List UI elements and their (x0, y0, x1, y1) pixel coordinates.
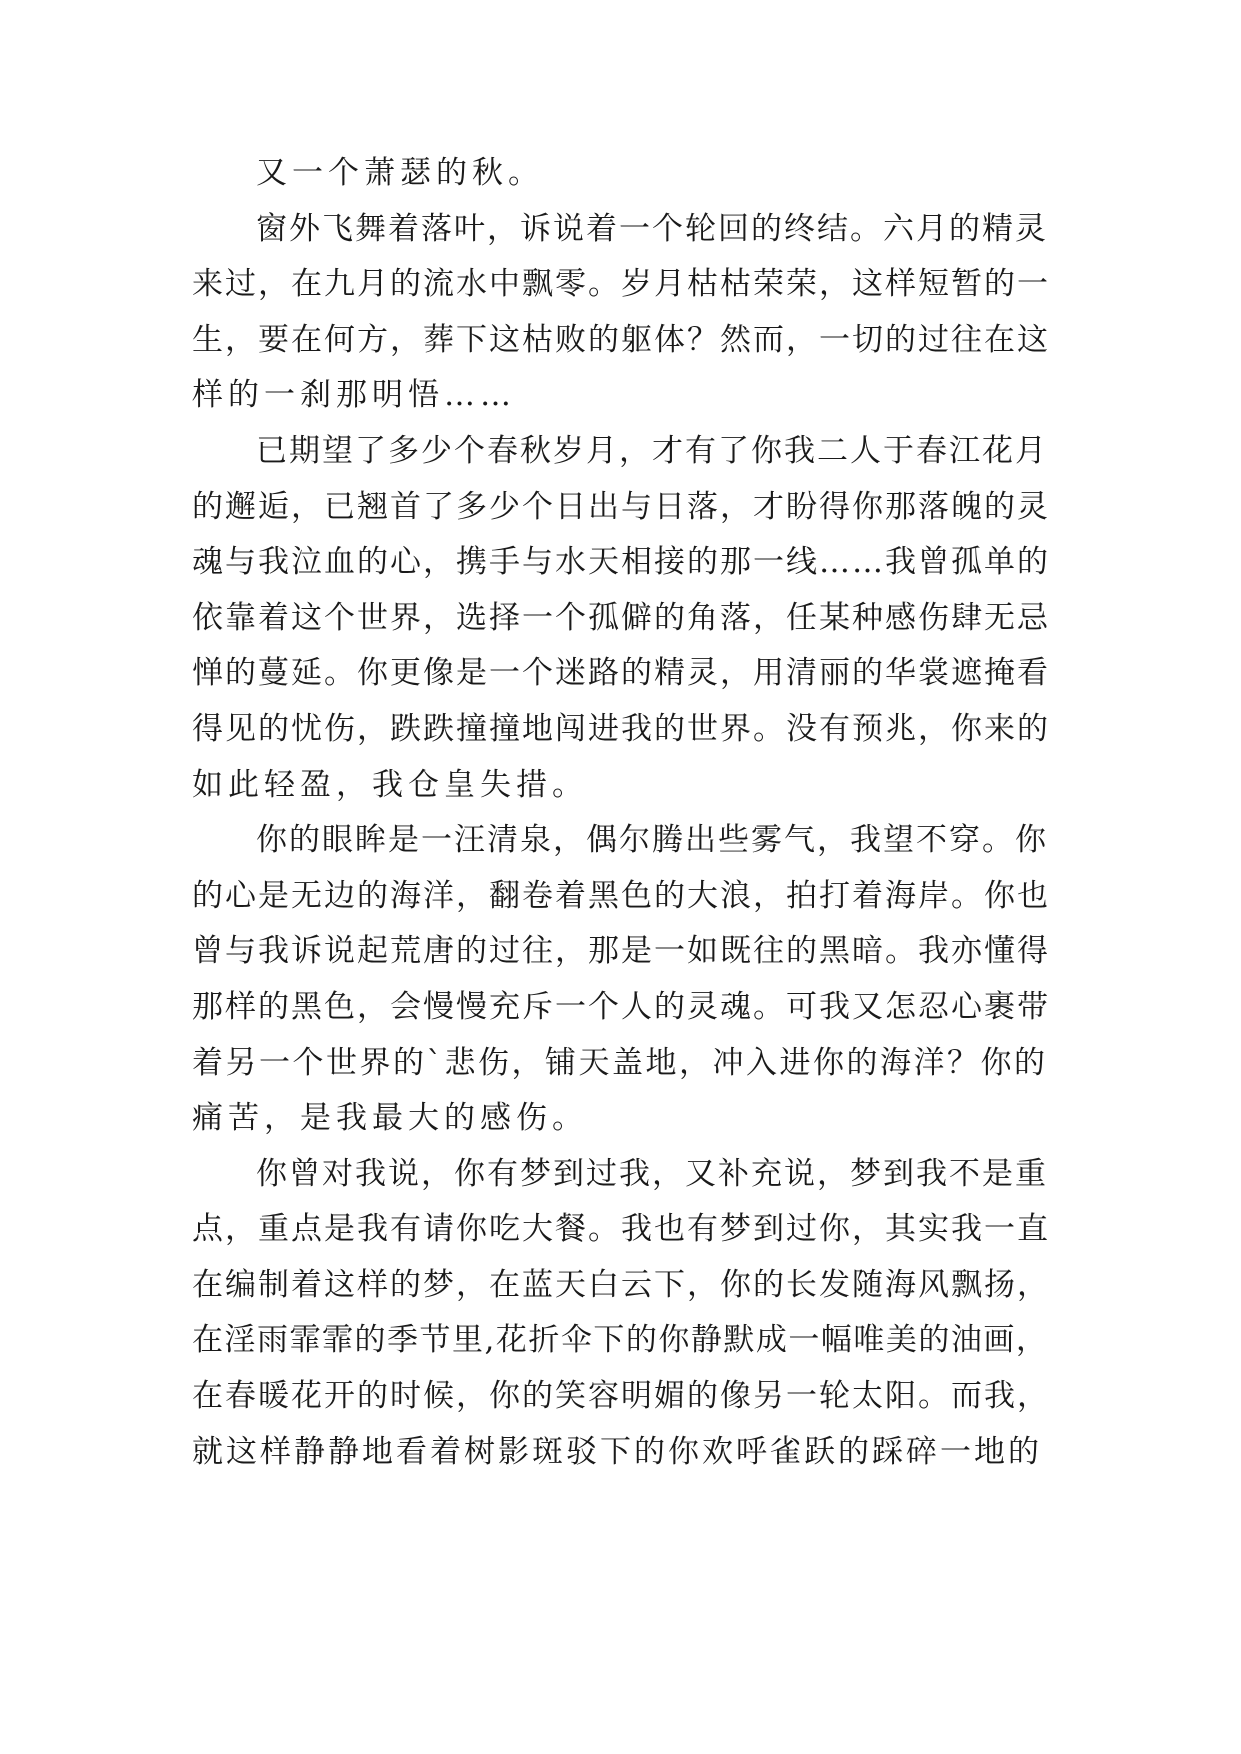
paragraph-line: 就这样静静地看着树影斑驳下的你欢呼雀跃的踩碎一地的 (192, 1433, 1042, 1470)
paragraph-line: 样的一刹那明悟…… (192, 377, 516, 414)
paragraph-first-line: 已期望了多少个春秋岁月，才有了你我二人于春江花月 (256, 432, 1048, 469)
paragraph-first-line: 窗外飞舞着落叶，诉说着一个轮回的终结。六月的精灵 (256, 210, 1048, 247)
essay-body (192, 146, 1052, 1480)
paragraph-line: 曾与我诉说起荒唐的过往，那是一如既往的黑暗。我亦懂得 (192, 933, 1050, 970)
paragraph-line: 着另一个世界的`悲伤，铺天盖地，冲入进你的海洋？你的 (192, 1044, 1048, 1081)
paragraph-line: 的邂逅，已翘首了多少个日出与日落，才盼得你那落魄的灵 (192, 488, 1050, 525)
paragraph-line: 那样的黑色，会慢慢充斥一个人的灵魂。可我又怎忍心裹带 (192, 988, 1050, 1025)
paragraph-line: 在淫雨霏霏的季节里,花折伞下的你静默成一幅唯美的油画， (192, 1322, 1049, 1359)
paragraph-line: 来过，在九月的流水中飘零。岁月枯枯荣荣，这样短暂的一 (192, 266, 1050, 303)
paragraph-line: 依靠着这个世界，选择一个孤僻的角落，任某种感伤肆无忌 (192, 599, 1050, 636)
paragraph-line: 惮的蔓延。你更像是一个迷路的精灵，用清丽的华裳遮掩看 (192, 655, 1050, 692)
paragraph-line: 如此轻盈，我仓皇失措。 (192, 766, 588, 803)
paragraph-line: 得见的忧伤，跌跌撞撞地闯进我的世界。没有预兆，你来的 (192, 710, 1050, 747)
paragraph-first-line: 你曾对我说，你有梦到过我，又补充说，梦到我不是重 (256, 1155, 1048, 1192)
paragraph-line: 生，要在何方，葬下这枯败的躯体？然而，一切的过往在这 (192, 321, 1050, 358)
paragraph-first-line: 又一个萧瑟的秋。 (256, 155, 544, 191)
paragraph-first-line: 你的眼眸是一汪清泉，偶尔腾出些雾气，我望不穿。你 (256, 822, 1048, 859)
paragraph-line: 痛苦，是我最大的感伤。 (192, 1100, 588, 1137)
paragraph-line: 在编制着这样的梦，在蓝天白云下，你的长发随海风飘扬， (192, 1266, 1050, 1303)
paragraph-line: 点，重点是我有请你吃大餐。我也有梦到过你，其实我一直 (192, 1211, 1050, 1248)
paragraph-line: 在春暖花开的时候，你的笑容明媚的像另一轮太阳。而我， (192, 1378, 1050, 1415)
paragraph-line: 魂与我泣血的心，携手与水天相接的那一线……我曾孤单的 (192, 544, 1050, 581)
paragraph-line: 的心是无边的海洋，翻卷着黑色的大浪，拍打着海岸。你也 (192, 877, 1050, 914)
